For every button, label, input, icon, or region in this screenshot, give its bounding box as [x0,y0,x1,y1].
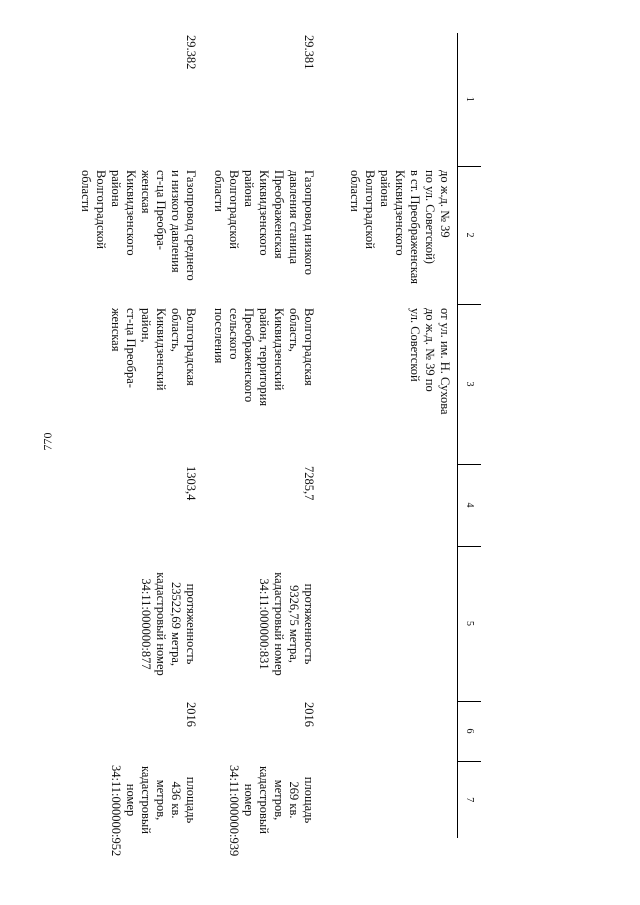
registry-table [72,33,481,857]
column-header: 7 [458,761,482,838]
page-number-text: 770 [40,432,55,450]
location-cell: Волгоградская область, Киквидзенский район, территория Преображенского сельского поселения [212,308,316,407]
object-name-cell: Газопровод низкого давления станица Преображенская Киквидзенского района Волгоградской области [212,170,316,276]
land-area-cell: площадь 269 кв. метров, кадастровый номер 34:11:000000:939 [227,765,316,857]
table-row [72,33,203,838]
column-header: 1 [458,33,482,166]
column-header: 5 [458,546,482,701]
characteristics-cell [321,546,458,701]
location-cell: от ул. им. Н. Сухова до ж.д. № 39 по ул. Советской [408,308,452,415]
column-header: 2 [458,166,482,304]
column-header: 6 [458,701,482,761]
characteristics-cell: протяженность 23522,69 метра, кадастровый номер 34:11:000000:877 [139,572,198,676]
column-header: 4 [458,464,482,546]
row-number-cell: 29.381 [302,35,316,70]
location-cell: Волгоградская область, Киквидзенский район, ст-ца Преобра- женская [109,308,198,391]
page-number [36,429,60,453]
year-cell [321,701,458,761]
year-cell: 2016 [302,702,316,727]
length-cell: 1303,4 [184,466,198,501]
registry-table-rotated [79,33,481,857]
characteristics-cell: протяженность 9326,75 метра, кадастровый номер 34:11:000000:831 [257,572,316,676]
land-area-cell [321,761,458,838]
row-number-cell [321,33,458,166]
land-area-cell: площадь 436 кв. метров, кадастровый номер 34:11:000000:952 [109,765,198,857]
length-cell: 7285,7 [302,466,316,501]
row-number-cell: 29.382 [184,35,198,70]
object-name-cell: Газопровод среднего и низкого давления ст-ца Преобра- женская Киквидзенского района Волгоградской области [79,170,198,281]
table-row [203,33,321,838]
table-row [321,33,458,838]
column-number-header-row [458,33,482,838]
column-header: 3 [458,304,482,464]
length-cell [321,464,458,546]
object-name-cell: до ж.д. № 39 по ул. Советской) в ст. Преображенская Киквидзенского района Волгоградской области [348,170,452,285]
year-cell: 2016 [184,702,198,727]
